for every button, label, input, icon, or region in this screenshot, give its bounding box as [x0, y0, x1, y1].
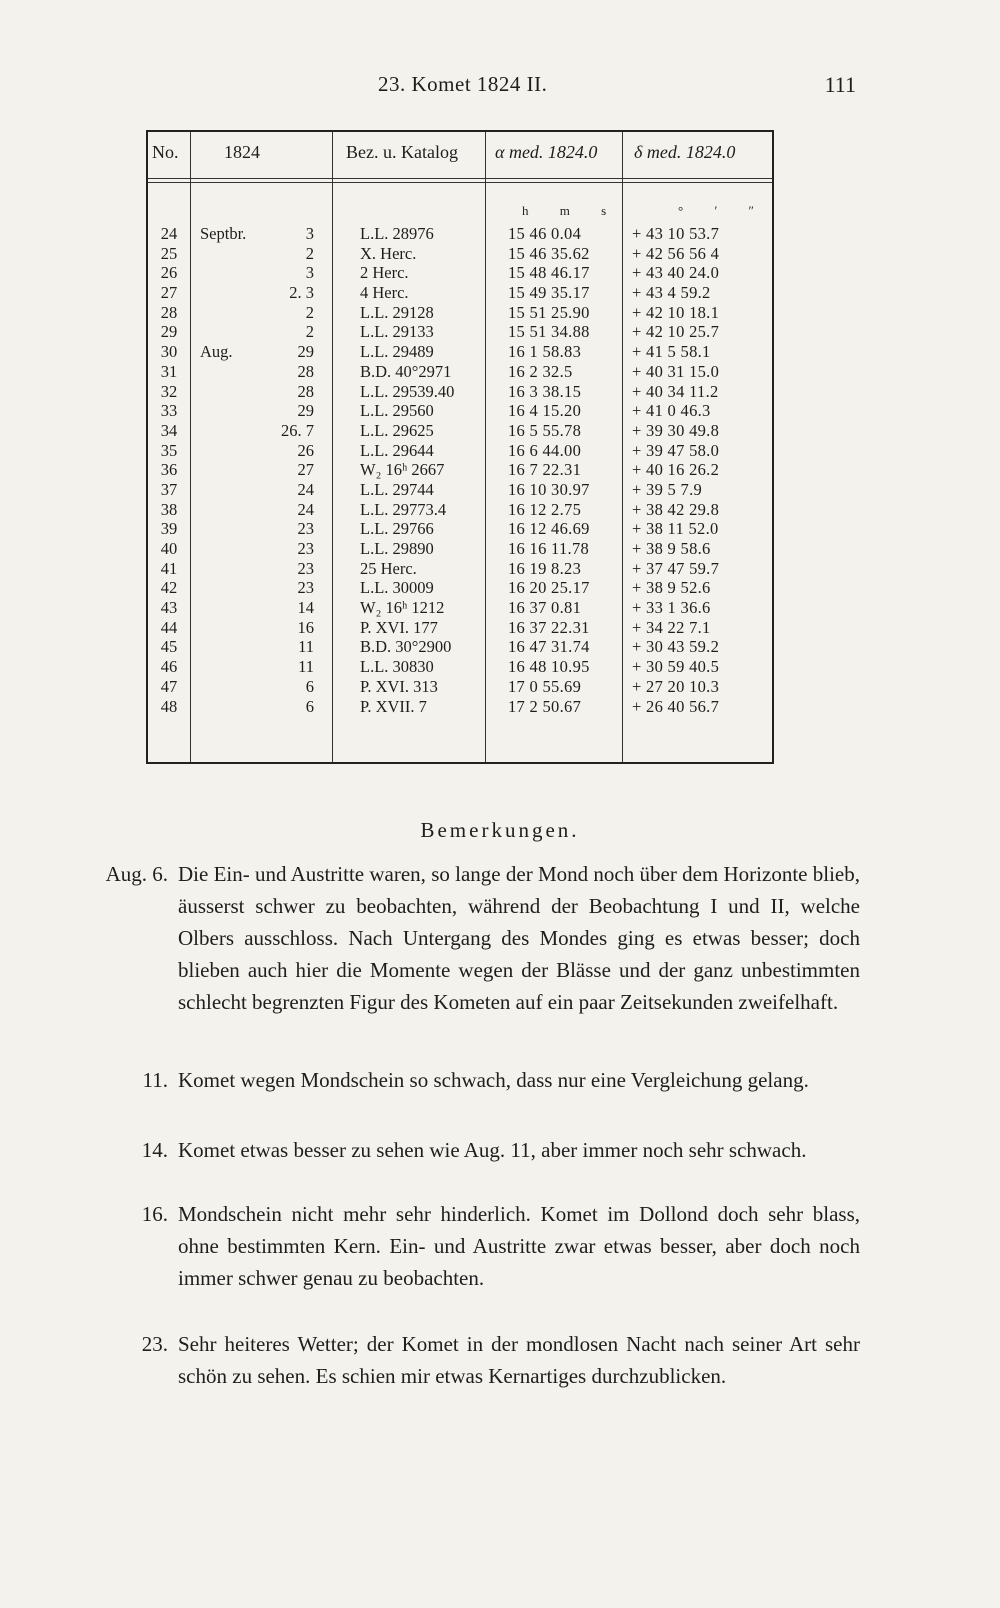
- cell-dec: + 43 4 59.2: [632, 283, 711, 303]
- cell-catalog: L.L. 29539.40: [360, 381, 455, 401]
- cell-day: 2. 3: [289, 283, 314, 303]
- cell-ra: 16 48 10.95: [508, 657, 590, 677]
- cell-catalog: L.L. 29773.4: [360, 499, 447, 519]
- cell-ra: 16 3 38.15: [508, 381, 582, 401]
- table-row: [148, 657, 772, 677]
- cell-month: Septbr.: [200, 224, 247, 243]
- cell-day: 26. 7: [281, 420, 314, 440]
- remark-text: Komet wegen Mondschein so schwach, dass nur eine Vergleichung gelang.: [178, 1068, 809, 1092]
- header-rule: [148, 178, 772, 179]
- cell-ra: 16 47 31.74: [508, 637, 590, 657]
- remark-date: 11.: [142, 1068, 168, 1092]
- cell-no: 26: [160, 263, 178, 283]
- cell-dec: + 38 9 58.6: [632, 539, 711, 558]
- table-row: [148, 342, 772, 362]
- cell-no: 29: [160, 322, 178, 342]
- table-row: [148, 303, 772, 323]
- cell-catalog: L.L. 29133: [360, 322, 434, 342]
- cell-day: 23: [297, 539, 314, 558]
- col-header-dec: δ med. 1824.0: [634, 142, 736, 162]
- cell-day: 27: [297, 460, 314, 480]
- running-title: 23. Komet 1824 II.: [378, 72, 548, 96]
- cell-day: 2: [305, 322, 314, 342]
- cell-no: 24: [160, 224, 178, 243]
- cell-day: 23: [297, 578, 314, 598]
- cell-day: 11: [298, 657, 314, 677]
- table-row: [148, 224, 772, 244]
- cell-dec: + 33 1 36.6: [632, 598, 711, 618]
- cell-day: 24: [297, 479, 314, 499]
- cell-day: 23: [297, 558, 314, 578]
- cell-no: 46: [160, 657, 178, 677]
- cell-no: 42: [160, 578, 178, 598]
- cell-no: 31: [160, 361, 178, 381]
- cell-day: 28: [297, 381, 314, 401]
- table-row: [148, 598, 772, 618]
- cell-ra: 16 12 2.75: [508, 499, 582, 519]
- page-number: 111: [824, 72, 856, 97]
- cell-day: 2: [305, 302, 314, 322]
- cell-day: 24: [297, 499, 314, 519]
- cell-ra: 16 12 46.69: [508, 519, 590, 539]
- ra-units: h m s: [522, 203, 621, 218]
- cell-catalog: L.L. 30009: [360, 578, 434, 598]
- table-row: [148, 283, 772, 303]
- cell-catalog: P. XVII. 7: [360, 696, 427, 716]
- cell-catalog: P. XVI. 177: [360, 617, 438, 637]
- cell-dec: + 38 9 52.6: [632, 578, 711, 598]
- cell-day: 3: [305, 224, 314, 243]
- cell-dec: + 34 22 7.1: [632, 617, 711, 637]
- cell-dec: + 42 56 56 4: [632, 243, 720, 263]
- cell-catalog: 25 Herc.: [360, 558, 417, 578]
- cell-dec: + 42 10 18.1: [632, 302, 720, 322]
- cell-dec: + 40 31 15.0: [632, 361, 720, 381]
- cell-catalog: L.L. 29890: [360, 539, 434, 558]
- cell-day: 11: [298, 637, 314, 657]
- remarks-heading: Bemerkungen.: [420, 818, 580, 842]
- remark-item: [142, 1064, 860, 1096]
- cell-catalog: W₂ 16ʰ 1212: [360, 598, 445, 618]
- table-row: [148, 697, 772, 717]
- remark-date: 23.: [141, 1332, 168, 1356]
- cell-no: 39: [160, 519, 178, 539]
- table-row: [148, 539, 772, 559]
- cell-no: 41: [160, 558, 178, 578]
- cell-catalog: P. XVI. 313: [360, 676, 438, 696]
- remark-item: [105, 858, 860, 1018]
- cell-dec: + 27 20 10.3: [632, 676, 720, 696]
- cell-dec: + 37 47 59.7: [632, 558, 720, 578]
- table-row: [148, 244, 772, 264]
- table-row: [148, 500, 772, 520]
- remark-date: 14.: [141, 1138, 168, 1162]
- cell-ra: 15 46 35.62: [508, 243, 590, 263]
- remark-text: Die Ein- und Austritte waren, so lange der Mond noch über dem Horizonte blieb, äusserst schwer zu beobachten, während der Beobachtung I und II, welche Olbers ausschloss. Nach Untergang des Mondes ging es etwas besser; doch blieben auch hier die Momente wegen der Blässe und der ganz unbestimmten schlecht begrenzten Figur des Kometen auf ein paar Zeitsekunden zweifelhaft.: [178, 862, 860, 1014]
- cell-ra: 15 46 0.04: [508, 224, 582, 243]
- cell-ra: 16 37 0.81: [508, 598, 582, 618]
- cell-ra: 15 48 46.17: [508, 263, 590, 283]
- remark-item: [141, 1198, 860, 1294]
- cell-day: 2: [305, 243, 314, 263]
- cell-day: 29: [297, 401, 314, 421]
- cell-no: 47: [160, 676, 178, 696]
- table-row: [148, 618, 772, 638]
- cell-catalog: X. Herc.: [360, 243, 417, 263]
- cell-ra: 16 19 8.23: [508, 558, 582, 578]
- cell-no: 43: [160, 598, 178, 618]
- cell-no: 30: [160, 342, 178, 362]
- cell-no: 27: [160, 283, 178, 303]
- cell-ra: 15 49 35.17: [508, 283, 590, 303]
- cell-catalog: 4 Herc.: [360, 283, 409, 303]
- cell-ra: 15 51 34.88: [508, 322, 590, 342]
- cell-ra: 16 4 15.20: [508, 401, 582, 421]
- running-head: [160, 72, 860, 102]
- table-row: [148, 480, 772, 500]
- cell-ra: 16 6 44.00: [508, 440, 582, 460]
- table-row: [148, 637, 772, 657]
- cell-catalog: L.L. 29744: [360, 479, 434, 499]
- cell-ra: 16 2 32.5: [508, 361, 573, 381]
- remark-text: Komet etwas besser zu sehen wie Aug. 11, aber immer noch sehr schwach.: [178, 1138, 807, 1162]
- cell-catalog: 2 Herc.: [360, 263, 409, 283]
- col-header-ra: α med. 1824.0: [495, 142, 598, 162]
- remark-item: [141, 1134, 860, 1166]
- table-row: [148, 519, 772, 539]
- cell-dec: + 38 42 29.8: [632, 499, 720, 519]
- table-row: [148, 441, 772, 461]
- cell-catalog: L.L. 29644: [360, 440, 434, 460]
- cell-day: 14: [297, 598, 314, 618]
- header-rule: [148, 182, 772, 183]
- cell-dec: + 41 5 58.1: [632, 342, 711, 362]
- table-row: [148, 421, 772, 441]
- table-row: [148, 677, 772, 697]
- table-body: [148, 224, 772, 716]
- cell-dec: + 41 0 46.3: [632, 401, 711, 421]
- cell-no: 35: [160, 440, 178, 460]
- cell-dec: + 43 10 53.7: [632, 224, 720, 243]
- cell-ra: 17 2 50.67: [508, 696, 582, 716]
- cell-dec: + 39 47 58.0: [632, 440, 720, 460]
- col-header-year: 1824: [224, 142, 260, 162]
- cell-dec: + 42 10 25.7: [632, 322, 720, 342]
- cell-dec: + 39 30 49.8: [632, 420, 720, 440]
- cell-dec: + 40 16 26.2: [632, 460, 720, 480]
- cell-dec: + 26 40 56.7: [632, 696, 720, 716]
- cell-no: 34: [160, 420, 178, 440]
- cell-catalog: L.L. 29560: [360, 401, 434, 421]
- cell-day: 26: [297, 440, 314, 460]
- cell-catalog: L.L. 30830: [360, 657, 434, 677]
- cell-dec: + 39 5 7.9: [632, 479, 703, 499]
- cell-dec: + 30 43 59.2: [632, 637, 720, 657]
- cell-catalog: L.L. 28976: [360, 224, 434, 243]
- table-row: [148, 263, 772, 283]
- table-row: [148, 401, 772, 421]
- dec-units: ° ′ ″: [678, 203, 768, 218]
- cell-ra: 16 5 55.78: [508, 420, 582, 440]
- col-header-catalog: Bez. u. Katalog: [346, 142, 458, 162]
- cell-day: 16: [297, 617, 314, 637]
- cell-no: 38: [160, 499, 178, 519]
- cell-dec: + 30 59 40.5: [632, 657, 720, 677]
- cell-ra: 16 10 30.97: [508, 479, 590, 499]
- cell-dec: + 43 40 24.0: [632, 263, 720, 283]
- cell-no: 45: [160, 637, 178, 657]
- remark-date: Aug. 6.: [105, 862, 168, 886]
- cell-ra: 16 37 22.31: [508, 617, 590, 637]
- cell-no: 32: [160, 381, 178, 401]
- cell-catalog: L.L. 29625: [360, 420, 434, 440]
- table-row: [148, 382, 772, 402]
- cell-catalog: L.L. 29766: [360, 519, 434, 539]
- cell-catalog: L.L. 29489: [360, 342, 434, 362]
- cell-dec: + 38 11 52.0: [632, 519, 719, 539]
- cell-ra: 17 0 55.69: [508, 676, 582, 696]
- cell-ra: 16 20 25.17: [508, 578, 590, 598]
- table-row: [148, 322, 772, 342]
- table-row: [148, 362, 772, 382]
- observation-table: [146, 130, 774, 764]
- cell-no: 48: [160, 696, 178, 716]
- cell-month: Aug.: [200, 342, 233, 362]
- cell-day: 23: [297, 519, 314, 539]
- cell-no: 25: [160, 243, 178, 263]
- cell-no: 37: [160, 479, 178, 499]
- cell-day: 28: [297, 361, 314, 381]
- cell-ra: 15 51 25.90: [508, 302, 590, 322]
- remark-item: [141, 1328, 860, 1392]
- cell-dec: + 40 34 11.2: [632, 381, 719, 401]
- cell-catalog: L.L. 29128: [360, 302, 434, 322]
- table-row: [148, 559, 772, 579]
- remark-text: Mondschein nicht mehr sehr hinderlich. Komet im Dollond doch sehr blass, ohne bestimmten Kern. Ein- und Austritte zwar etwas besser, aber doch noch immer schwer genau zu beobachten.: [178, 1202, 860, 1290]
- remark-text: Sehr heiteres Wetter; der Komet in der mondlosen Nacht nach seiner Art sehr schön zu sehen. Es schien mir etwas Kernartiges durchzublicken.: [178, 1332, 860, 1388]
- cell-catalog: B.D. 30°2900: [360, 637, 452, 657]
- cell-no: 36: [160, 460, 178, 480]
- cell-no: 40: [160, 539, 178, 558]
- cell-no: 33: [160, 401, 178, 421]
- cell-catalog: W₂ 16ʰ 2667: [360, 460, 445, 480]
- cell-no: 44: [160, 617, 178, 637]
- cell-no: 28: [160, 302, 178, 322]
- remark-date: 16.: [141, 1202, 168, 1226]
- cell-ra: 16 7 22.31: [508, 460, 582, 480]
- cell-ra: 16 1 58.83: [508, 342, 582, 362]
- col-header-no: No.: [152, 142, 179, 162]
- table-row: [148, 578, 772, 598]
- cell-ra: 16 16 11.78: [508, 539, 590, 558]
- cell-day: 3: [305, 263, 314, 283]
- cell-day: 6: [305, 676, 314, 696]
- cell-catalog: B.D. 40°2971: [360, 361, 452, 381]
- table-row: [148, 460, 772, 480]
- cell-day: 29: [297, 342, 314, 362]
- cell-day: 6: [305, 696, 314, 716]
